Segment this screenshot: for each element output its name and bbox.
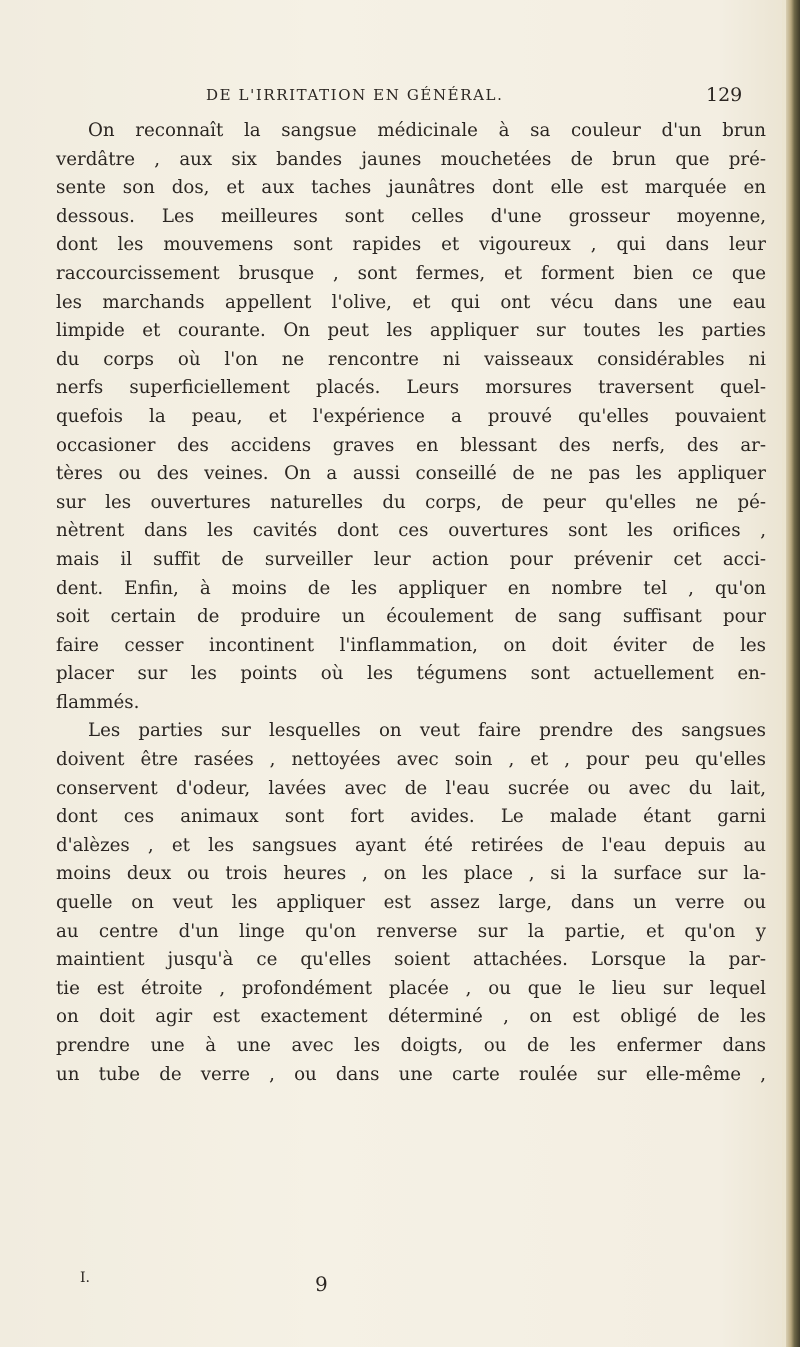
- text-line: dont ces animaux sont fort avides. Le malade étant garni: [56, 806, 766, 828]
- text-line: nerfs superficiellement placés. Leurs morsures traversent quel-: [56, 377, 766, 399]
- paragraph-1: [56, 117, 766, 717]
- text-line: placer sur les points où les tégumens sont actuellement en-: [56, 663, 766, 685]
- text-line: les marchands appellent l'olive, et qui ont vécu dans une eau: [56, 291, 766, 313]
- text-line: verdâtre , aux six bandes jaunes mouchetées de brun que pré-: [56, 148, 766, 170]
- text-line: quefois la peau, et l'expérience a prouvé qu'elles pouvaient: [56, 405, 766, 427]
- text-line: dont les mouvemens sont rapides et vigoureux , qui dans leur: [56, 234, 766, 256]
- text-line: Les parties sur lesquelles on veut faire prendre des sangsues: [88, 720, 766, 742]
- page-header: [56, 84, 776, 114]
- text-line: maintient jusqu'à ce qu'elles soient attachées. Lorsque la par-: [56, 949, 766, 971]
- text-line: quelle on veut les appliquer est assez large, dans un verre ou: [56, 892, 766, 914]
- paragraph-2: [56, 717, 766, 1089]
- text-line: prendre une à une avec les doigts, ou de les enfermer dans: [56, 1035, 766, 1056]
- running-head: DE L'IRRITATION EN GÉNÉRAL.: [206, 86, 504, 104]
- text-line: on doit agir est exactement déterminé , on est obligé de les: [56, 1006, 766, 1028]
- book-spine: [786, 0, 800, 1347]
- text-line: sur les ouvertures naturelles du corps, de peur qu'elles ne pé-: [56, 491, 766, 513]
- text-line: limpide et courante. On peut les appliquer sur toutes les parties: [56, 320, 766, 342]
- page-footer: [80, 1270, 720, 1300]
- text-line: du corps où l'on ne rencontre ni vaisseaux considérables ni: [56, 348, 766, 370]
- text-line: flammés.: [56, 691, 140, 713]
- text-line: occasioner des accidens graves en blessant des nerfs, des ar-: [56, 434, 766, 456]
- text-line: un tube de verre , ou dans une carte roulée sur elle-même ,: [56, 1063, 766, 1085]
- text-line: sente son dos, et aux taches jaunâtres dont elle est marquée en: [56, 177, 766, 199]
- text-line: tères ou des veines. On a aussi conseillé de ne pas les appliquer: [56, 463, 766, 485]
- text-line: faire cesser incontinent l'inflammation, on doit éviter de les: [56, 634, 766, 656]
- text-line: conservent d'odeur, lavées avec de l'eau sucrée ou avec du lait,: [56, 777, 766, 799]
- text-line: moins deux ou trois heures , on les place , si la surface sur la-: [56, 863, 766, 885]
- body-text: [56, 117, 766, 1089]
- text-line: au centre d'un linge qu'on renverse sur la partie, et qu'on y: [56, 920, 766, 942]
- text-line: dessous. Les meilleures sont celles d'une grosseur moyenne,: [56, 205, 766, 227]
- volume-mark: I.: [80, 1270, 90, 1286]
- text-line: d'alèzes , et les sangsues ayant été retirées de l'eau depuis au: [56, 834, 766, 856]
- text-line: tie est étroite , profondément placée , ou que le lieu sur lequel: [56, 977, 766, 999]
- text-line: mais il suffit de surveiller leur action pour prévenir cet acci-: [56, 548, 766, 570]
- page-number: 129: [706, 84, 743, 106]
- text-line: soit certain de produire un écoulement de sang suffisant pour: [56, 606, 766, 628]
- text-line: doivent être rasées , nettoyées avec soin , et , pour peu qu'elles: [56, 749, 766, 771]
- text-line: nètrent dans les cavités dont ces ouvertures sont les orifices ,: [56, 520, 766, 542]
- text-line: raccourcissement brusque , sont fermes, et forment bien ce que: [56, 262, 766, 284]
- signature-mark: 9: [315, 1272, 328, 1296]
- text-line: dent. Enfin, à moins de les appliquer en nombre tel , qu'on: [56, 577, 766, 599]
- text-line: On reconnaît la sangsue médicinale à sa couleur d'un brun: [88, 120, 766, 141]
